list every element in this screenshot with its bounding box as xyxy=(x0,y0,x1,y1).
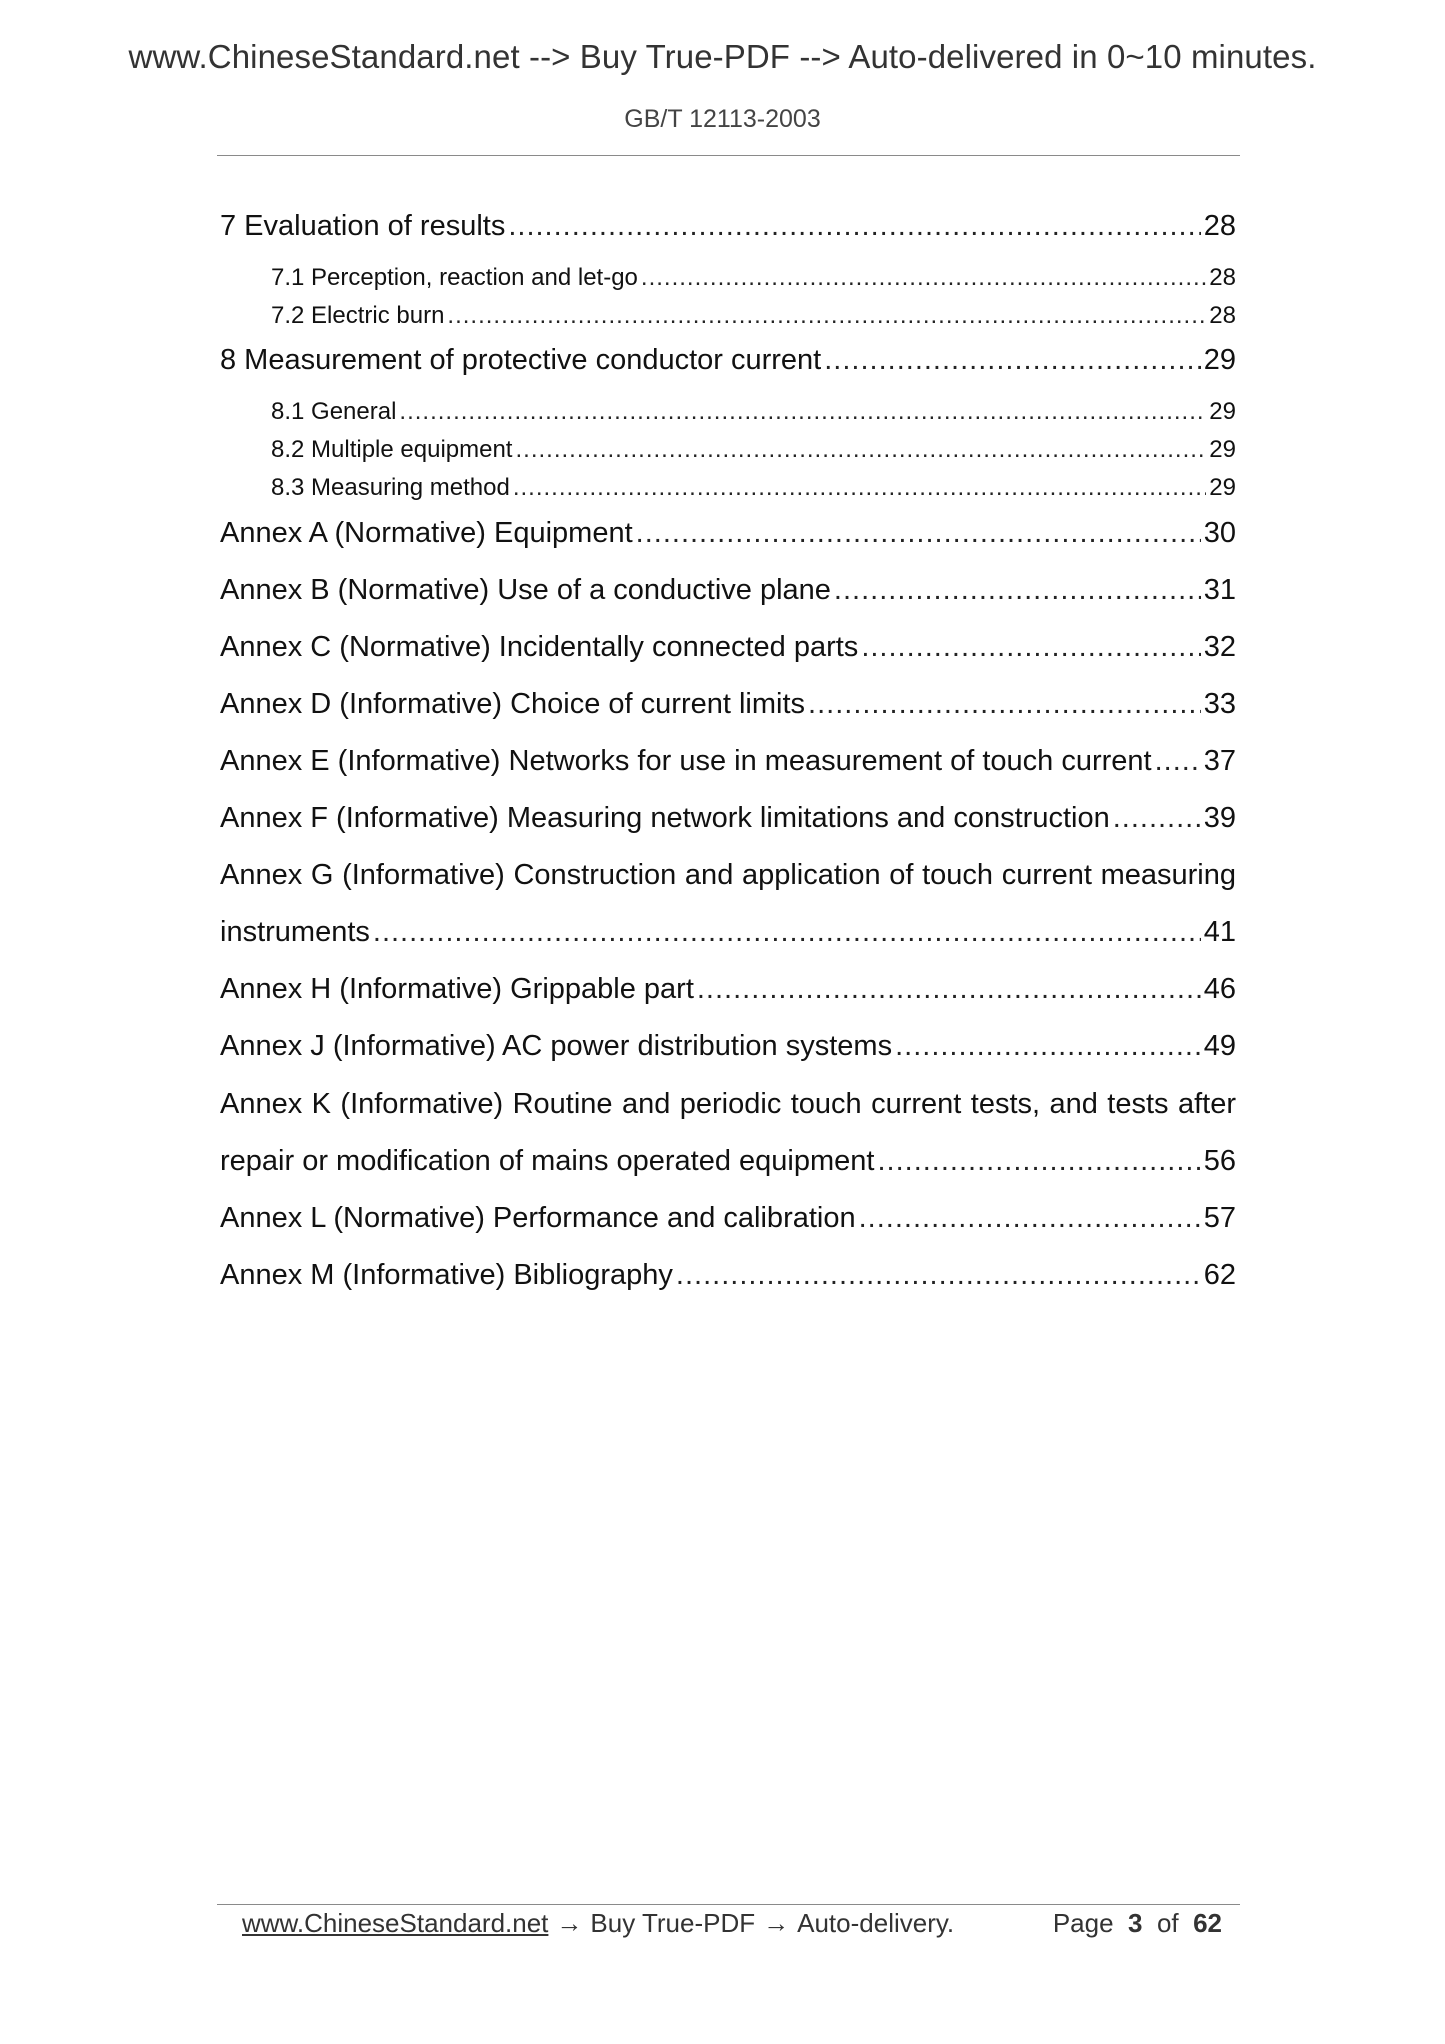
toc-entry-page: 28 xyxy=(1203,210,1236,242)
toc-entry-page: 29 xyxy=(1203,344,1236,376)
toc-entry-page: 29 xyxy=(1209,398,1236,425)
toc-entry-page: 28 xyxy=(1209,264,1236,291)
page-total: 62 xyxy=(1193,1908,1222,1938)
toc-entry-page: 39 xyxy=(1203,802,1236,834)
toc-leader xyxy=(513,474,1206,502)
toc-entry[interactable] xyxy=(271,302,1236,330)
toc-entry-title: Annex H (Informative) Grippable part xyxy=(220,973,694,1005)
footer-delivery-text: Auto-delivery. xyxy=(797,1908,955,1938)
toc-entry-page: 56 xyxy=(1203,1145,1236,1177)
toc-entry-title: Annex A (Normative) Equipment xyxy=(220,517,633,549)
toc-entry[interactable] xyxy=(220,745,1236,778)
toc-entry-title: Annex B (Normative) Use of a conductive plane xyxy=(220,574,831,606)
toc-entry[interactable] xyxy=(220,1030,1236,1063)
footer-buy-text: Buy True-PDF xyxy=(590,1908,756,1938)
toc-entry-page: 28 xyxy=(1209,302,1236,329)
toc-entry[interactable] xyxy=(220,916,1236,949)
toc-leader xyxy=(447,302,1206,330)
toc-leader xyxy=(373,916,1201,949)
toc-entry-page: 57 xyxy=(1203,1202,1236,1234)
toc-entry-page: 62 xyxy=(1203,1259,1236,1291)
toc-leader xyxy=(508,210,1200,243)
toc-leader xyxy=(399,398,1206,426)
toc-entry-page: 32 xyxy=(1203,631,1236,663)
toc-leader xyxy=(877,1145,1200,1178)
page-label: Page xyxy=(1052,1908,1114,1938)
toc-entry[interactable] xyxy=(271,474,1236,502)
toc-entry[interactable] xyxy=(220,973,1236,1006)
toc-entry[interactable] xyxy=(220,1259,1236,1292)
toc-entry[interactable] xyxy=(220,1145,1236,1178)
top-banner: www.ChineseStandard.net --> Buy True-PDF --> Auto-delivered in 0~10 minutes. xyxy=(128,38,1317,75)
toc-entry[interactable] xyxy=(220,210,1236,243)
toc-entry-title: Annex F (Informative) Measuring network limitations and construction xyxy=(220,802,1110,834)
toc-entry-title: 8.3 Measuring method xyxy=(271,474,510,501)
toc-entry-title: Annex M (Informative) Bibliography xyxy=(220,1259,673,1291)
toc-leader xyxy=(515,436,1206,464)
toc-entry-page: 30 xyxy=(1203,517,1236,549)
toc-leader xyxy=(861,631,1200,664)
footer-divider xyxy=(217,1904,1240,1905)
toc-entry[interactable] xyxy=(220,517,1236,550)
toc-leader xyxy=(636,517,1201,550)
arrow-right-icon: → xyxy=(763,1908,790,1938)
toc-leader xyxy=(834,574,1201,607)
toc-entry-title: 7.1 Perception, reaction and let-go xyxy=(271,264,638,291)
toc-entry-title: 8 Measurement of protective conductor current xyxy=(220,344,822,376)
page-indicator xyxy=(1053,1908,1222,1939)
toc-leader xyxy=(676,1259,1201,1292)
footer-link[interactable]: www.ChineseStandard.net xyxy=(242,1908,549,1938)
toc-entry-title: 8.1 General xyxy=(271,398,397,425)
toc-entry-title: repair or modification of mains operated equipment xyxy=(220,1145,875,1177)
toc-entry-title: instruments xyxy=(220,916,370,948)
page-current: 3 xyxy=(1128,1908,1143,1938)
arrow-right-icon: → xyxy=(556,1908,583,1938)
toc-leader xyxy=(1155,745,1201,778)
toc-entry-page: 37 xyxy=(1203,745,1236,777)
toc-entry[interactable] xyxy=(220,344,1236,377)
toc-entry[interactable] xyxy=(271,264,1236,292)
toc-entry[interactable] xyxy=(220,802,1236,835)
toc-leader xyxy=(895,1030,1201,1063)
toc-entry-title: 7 Evaluation of results xyxy=(220,210,506,242)
toc-entry-title: 8.2 Multiple equipment xyxy=(271,436,513,463)
toc-leader xyxy=(808,688,1201,721)
page-footer xyxy=(242,1908,1222,1939)
toc-entry-line1[interactable]: Annex K (Informative) Routine and periodic touch current tests, and tests after xyxy=(220,1088,1236,1120)
toc-entry-title: 7.2 Electric burn xyxy=(271,302,445,329)
toc-leader xyxy=(824,344,1200,377)
toc-leader xyxy=(1113,802,1201,835)
standard-code: GB/T 12113-2003 xyxy=(624,105,821,133)
toc-entry[interactable] xyxy=(220,631,1236,664)
toc-entry-title: Annex E (Informative) Networks for use in measurement of touch current xyxy=(220,745,1152,777)
toc-entry[interactable] xyxy=(220,574,1236,607)
toc-entry-page: 29 xyxy=(1209,474,1236,501)
toc-entry-page: 31 xyxy=(1203,574,1236,606)
toc-entry-page: 41 xyxy=(1203,916,1236,948)
toc-entry-page: 46 xyxy=(1203,973,1236,1005)
toc-leader xyxy=(641,264,1206,292)
toc-entry-title: Annex J (Informative) AC power distribution systems xyxy=(220,1030,893,1062)
toc-entry-page: 49 xyxy=(1203,1030,1236,1062)
toc-entry-title: Annex C (Normative) Incidentally connected parts xyxy=(220,631,859,663)
toc-entry[interactable] xyxy=(271,436,1236,464)
toc-entry-title: Annex L (Normative) Performance and calibration xyxy=(220,1202,856,1234)
toc-leader xyxy=(859,1202,1201,1235)
toc-entry-page: 29 xyxy=(1209,436,1236,463)
toc-leader xyxy=(697,973,1201,1006)
toc-entry-page: 33 xyxy=(1203,688,1236,720)
toc-entry[interactable] xyxy=(220,688,1236,721)
toc-entry-title: Annex D (Informative) Choice of current limits xyxy=(220,688,806,720)
toc-entry[interactable] xyxy=(220,1202,1236,1235)
toc-entry-line1[interactable]: Annex G (Informative) Construction and application of touch current measuring xyxy=(220,859,1236,891)
of-label: of xyxy=(1156,1908,1179,1938)
toc-entry[interactable] xyxy=(271,398,1236,426)
